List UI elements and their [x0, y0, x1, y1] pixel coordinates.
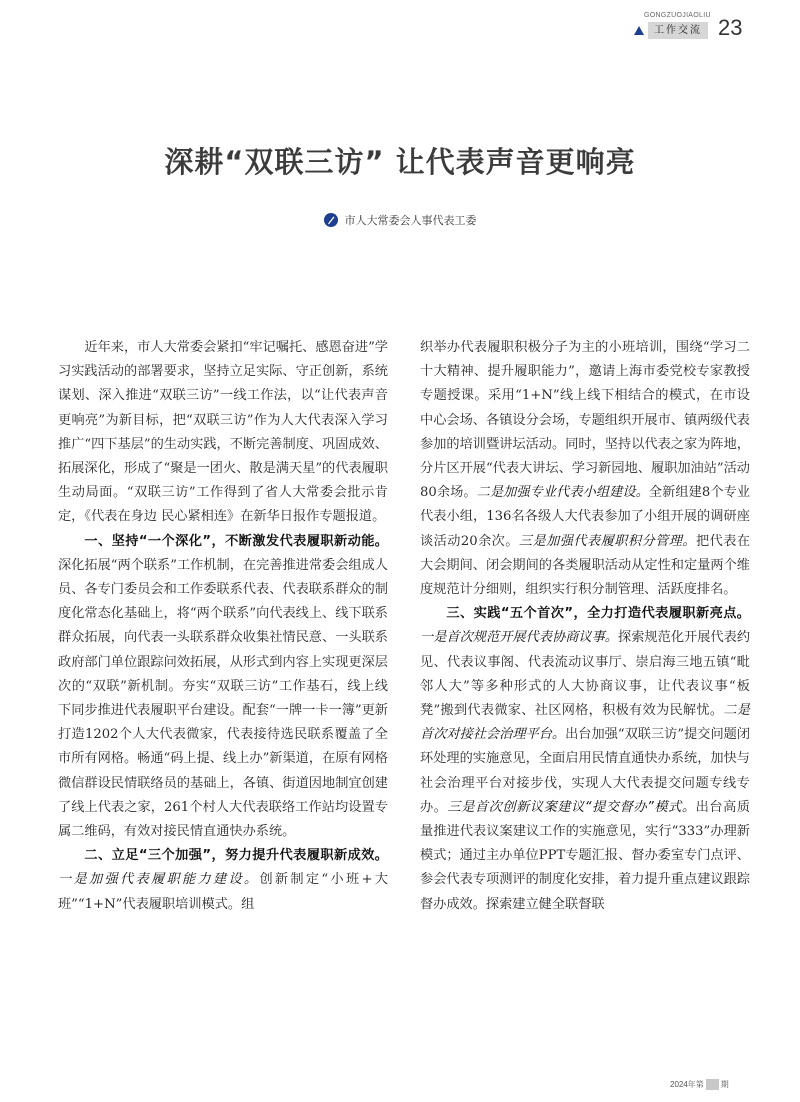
- section-3-point-2-body: 出台加强“双联三访”提交问题闭环处理的实施意见，全面启用民情直通快办系统，加快与社会治理平台对接步伐，实现人大代表提交问题专线专办。: [420, 727, 751, 815]
- section-3-point-1-body: 探索规范化开展代表约见、代表议事阁、代表流动议事厅、崇启海三地五镇“毗邻人大”等多种形式的人大协商议事，让代表议事“板凳”搬到代表微家、社区网格，积极有效为民解忧。: [420, 630, 751, 719]
- page-number: 23: [718, 15, 743, 40]
- section-2-paragraph: [58, 844, 388, 917]
- section-2-heading: 二、立足“三个加强”，努力提升代表履职新成效。: [84, 848, 388, 864]
- article-title: 深耕“双联三访” 让代表声音更响亮: [164, 145, 636, 179]
- intro-paragraph: 近年来，市人大常委会紧扣“牢记嘱托、感恩奋进”学习实践活动的部署要求，坚持立足实际、守正创新，系统谋划、深入推进“双联三访”一线工作法，以“让代表声音更响亮”为新目标，把“双联三访”作为人大代表深入学习推广“四下基层”的生动实践，不断完善制度、巩固成效、拓展深化，形成了“聚是一团火、散是满天星”的代表履职生动局面。“双联三访”工作得到了省人大常委会批示肯定，《代表在身边 民心紧相连》在新华日报作专题报道。: [58, 340, 388, 525]
- section-2-continued: [420, 336, 750, 602]
- section-2-point-2-body: 全新组建8个专业代表小组，136名各级人大代表参加了小组开展的调研座谈活动20余次。: [420, 485, 751, 549]
- issue-number-box: 00: [706, 1079, 719, 1090]
- section-3-point-3: 三是首次创新议案建议“提交督办”模式。: [447, 799, 696, 815]
- author-name: 市人大常委会人事代表工委: [344, 214, 477, 227]
- triangle-icon: [634, 26, 644, 35]
- issue-footer: [670, 1079, 729, 1090]
- section-2-point-1: 一是加强代表履职能力建设。: [58, 872, 260, 888]
- left-column: [58, 336, 388, 917]
- section-3-point-2: 二是首次对接社会治理平台。: [420, 703, 750, 743]
- footer-issue-prefix: 第: [695, 1080, 704, 1089]
- section-3-paragraph: [420, 602, 750, 917]
- section-1-heading: 一、坚持“一个深化”，不断激发代表履职新动能。: [84, 533, 388, 549]
- section-label-english: GONGZUOJIAOLIU: [644, 12, 711, 19]
- right-column: [420, 336, 750, 917]
- section-2-point-2: 二是加强专业代表小组建设。: [476, 485, 649, 501]
- section-1-paragraph: [58, 530, 388, 845]
- section-3-point-1: 一是首次规范开展代表协商议事。: [420, 630, 619, 646]
- section-2-body: 创新制定“小班+大班”“1+N”代表履职培训模式。组: [58, 872, 388, 912]
- footer-year: 2024年: [670, 1080, 696, 1089]
- section-2-continued-text: 织举办代表履职积极分子为主的小班培训，围绕“学习二十大精神、提升履职能力”，邀请上海市委党校专家教授专题授课。采用“1+N”线上线下相结合的模式，在市设中心会场、各镇设分会场，专题组织开展市、镇两级代表参加的培训暨讲坛活动。同时，坚持以代表之家为阵地，分片区开展“代表大讲坛、学习新园地、履职加油站”活动80余场。: [420, 340, 750, 501]
- section-label: 工作交流: [648, 22, 708, 39]
- section-2-point-3: 三是加强代表履职积分管理。: [518, 533, 696, 549]
- section-1-body: 深化拓展“两个联系”工作机制，在完善推进常委会组成人员、各专门委员会和工作委联系代表、代表联系群众的制度化常态化基础上，将“两个联系”向代表线上、线下联系群众拓展，向代表一头联系群众收集社情民意、一头联系政府部门单位跟踪问效拓展，从形式到内容上实现更深层次的“双联”新机制。夯实“双联三访”工作基石，线上线下同步推进代表履职平台建设。配套“一牌一卡一簿”更新打造1202个人大代表微家，代表接待选民联系覆盖了全市所有网格。畅通“码上提、线上办”新渠道，在原有网格微信群设民情联络员的基础上，各镇、街道因地制宜创建了线上代表之家，261个村人大代表联络工作站均设置专属二维码，有效对接民情直通快办系统。: [58, 557, 388, 840]
- footer-issue-suffix: 期: [720, 1080, 729, 1089]
- section-tag: [634, 22, 708, 39]
- pen-icon: [324, 213, 338, 227]
- section-3-heading: 三、实践“五个首次”，全力打造代表履职新亮点。: [446, 606, 750, 622]
- author-byline: [0, 212, 800, 228]
- section-3-point-3-body: 出台高质量推进代表议案建议工作的实施意见，实行“333”办理新模式；通过主办单位PPT专题汇报、督办委室专门点评、参会代表专项测评的制度化安排，着力提升重点建议跟踪督办成效。探索建立健全联督联: [420, 799, 751, 912]
- section-2-point-3-body: 把代表在大会期间、闭会期间的各类履职活动从定性和定量两个维度规范计分细则，组织实行积分制管理、活跃度排名。: [420, 533, 751, 598]
